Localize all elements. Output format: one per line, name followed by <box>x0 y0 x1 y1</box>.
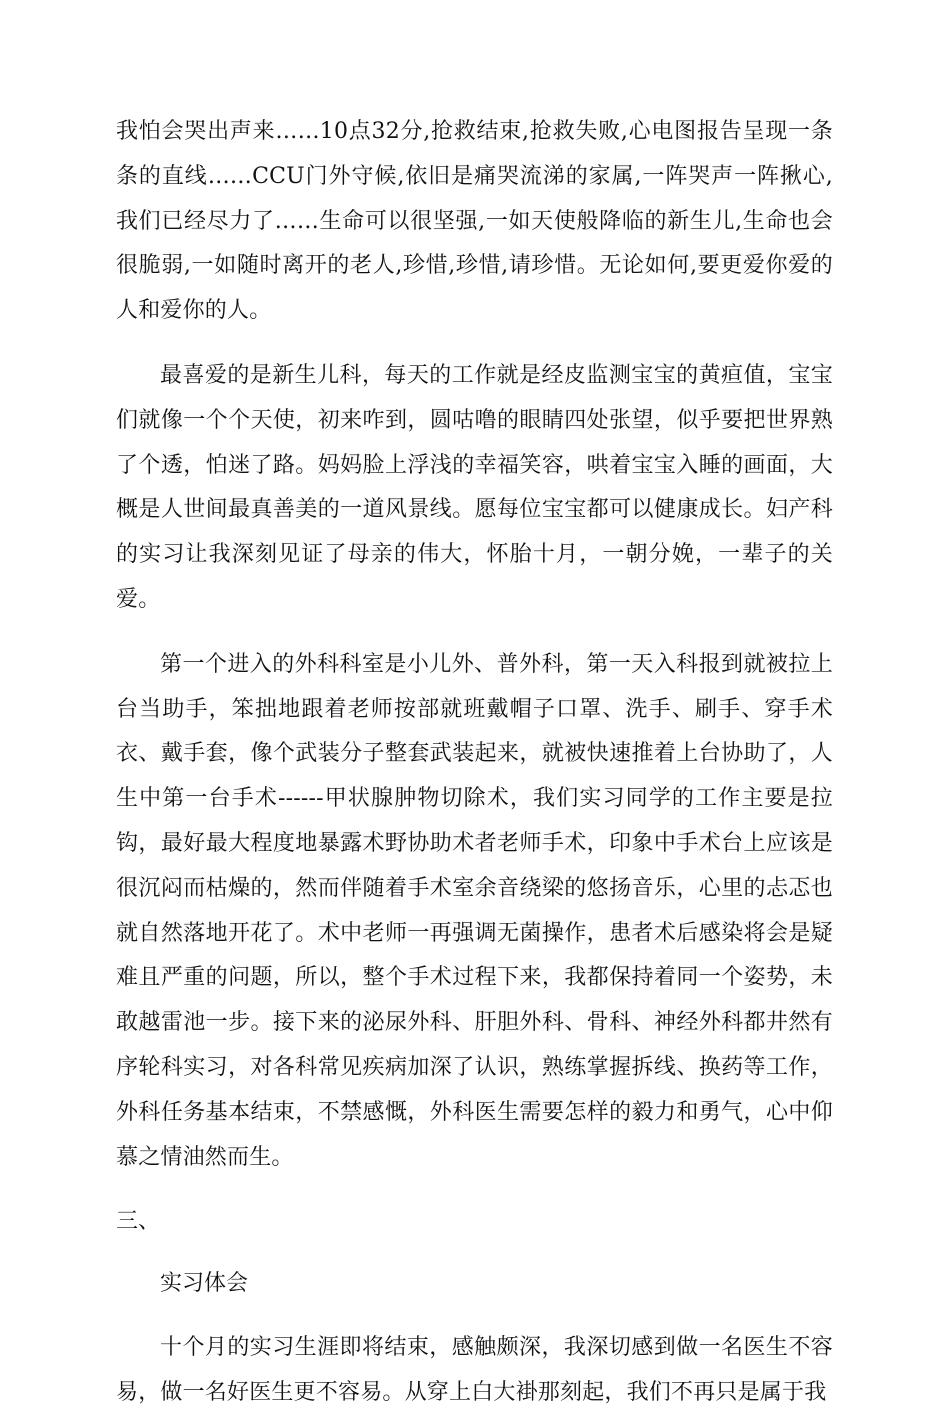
paragraph-surgery: 第一个进入的外科科室是小儿外、普外科，第一天入科报到就被拉上台当助手，笨拙地跟着老师按部就班戴帽子口罩、洗手、刷手、穿手术衣、戴手套，像个武装分子整套武装起来，就被快速推着上台协助了，人生中第一台手术------甲状腺肿物切除术，我们实习同学的工作主要是拉钩，最好最大程度地暴露术野协助术者老师手术，印象中手术台上应该是很沉闷而枯燥的，然而伴随着手术室余音绕梁的悠扬音乐，心里的忐忑也就自然落地开花了。术中老师一再强调无菌操作，患者术后感染将会是疑难且严重的问题，所以，整个手术过程下来，我都保持着同一个姿势，未敢越雷池一步。接下来的泌尿外科、肝胆外科、骨科、神经外科都井然有序轮科实习，对各科常见疾病加深了认识，熟练掌握拆线、换药等工作，外科任务基本结束，不禁感慨，外科医生需要怎样的毅力和勇气，心中仰慕之情油然而生。 <box>116 651 833 1170</box>
paragraph-reflection: 十个月的实习生涯即将结束，感触颇深，我深切感到做一名医生不容易，做一名好医生更不容易。从穿上白大褂那刻起，我们不再只是属于我 <box>116 1335 833 1406</box>
paragraph-neonatal: 最喜爱的是新生儿科，每天的工作就是经皮监测宝宝的黄疸值，宝宝们就像一个个天使，初来咋到，圆咕噜的眼睛四处张望，似乎要把世界熟了个透，怕迷了路。妈妈脸上浮浅的幸福笑容，哄着宝宝入睡的画面，大概是人世间最真善美的一道风景线。愿每位宝宝都可以健康成长。妇产科的实习让我深刻见证了母亲的伟大，怀胎十月，一朝分娩，一辈子的关爱。 <box>116 362 833 612</box>
section-title: 实习体会 <box>160 1271 249 1297</box>
paragraph-rescue: 我怕会哭出声来……10点32分,抢救结束,抢救失败,心电图报告呈现一条条的直线……CCU门外守候,依旧是痛哭流涕的家属,一阵哭声一阵揪心,我们已经尽力了……生命可以很坚强,一如天使般降临的新生儿,生命也会很脆弱,一如随时离开的老人,珍惜,珍惜,请珍惜。无论如何,要更爱你爱的人和爱你的人。 <box>116 119 833 324</box>
document-page <box>116 110 833 1416</box>
section-number: 三、 <box>116 1209 161 1235</box>
